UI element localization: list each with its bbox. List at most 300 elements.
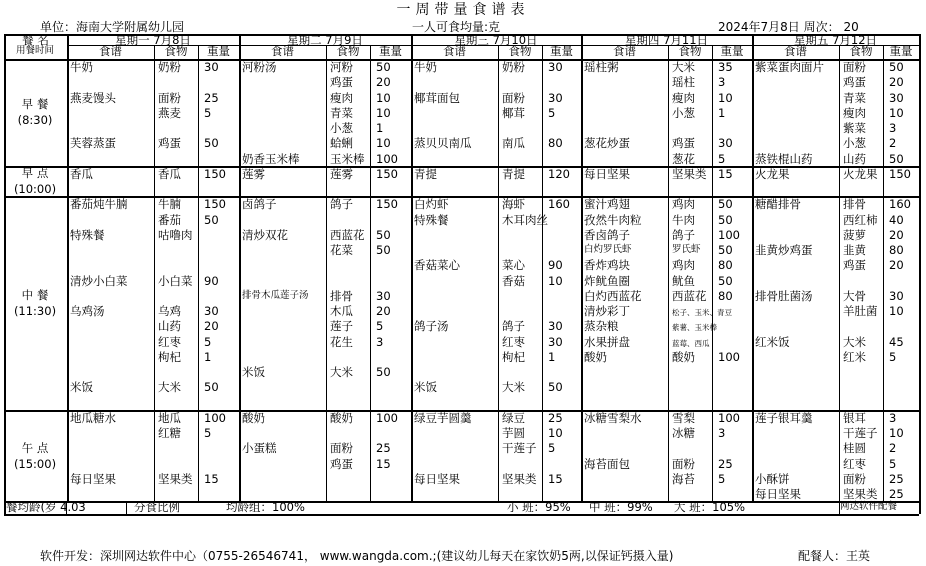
food-name: 香菇 <box>502 273 525 288</box>
food-name: 香瓜 <box>158 166 181 181</box>
dish-name: 蜜汁鸡翅 <box>584 197 630 212</box>
food-weight: 5 <box>889 456 897 471</box>
dish-name: 清炒双花 <box>242 227 288 242</box>
summary-rule <box>126 501 127 514</box>
dish-name: 酸奶 <box>584 349 607 364</box>
summary-small-class: 小 班：95% <box>507 500 571 515</box>
food-weight: 10 <box>889 304 904 318</box>
week-info: 2024年7月8日 周次： 20 <box>718 20 859 34</box>
day-title: 星期一 7月8日 <box>115 33 191 47</box>
column-header: 食物 <box>849 44 873 58</box>
meal-name: 午 点 <box>21 440 49 455</box>
food-name: 大米 <box>330 365 353 379</box>
dish-name: 蒸铁棍山药 <box>755 151 813 166</box>
summary-bottom-border <box>4 514 919 516</box>
food-weight: 25 <box>889 471 904 486</box>
food-name: 红米 <box>843 349 866 364</box>
food-weight: 30 <box>204 60 219 74</box>
dish-name: 白灼罗氏虾 <box>584 244 632 255</box>
food-weight: 20 <box>889 75 904 90</box>
food-weight: 10 <box>376 136 391 151</box>
food-name: 面粉 <box>158 90 181 105</box>
column-header: 食物 <box>508 44 532 58</box>
dish-name: 香瓜 <box>70 166 93 181</box>
food-name: 雪梨 <box>672 410 695 425</box>
dish-name: 冰糖雪梨水 <box>584 410 642 425</box>
food-weight: 100 <box>204 410 226 425</box>
dish-name: 蒸杂粮 <box>584 319 619 334</box>
dish-name: 地瓜糖水 <box>70 410 116 425</box>
food-weight: 15 <box>718 166 733 181</box>
food-name: 羊肚菌 <box>843 304 878 318</box>
food-weight: 5 <box>889 349 897 364</box>
food-name: 燕麦 <box>158 105 181 120</box>
food-name: 鸡蛋 <box>672 136 695 151</box>
meal-time: (10:00) <box>13 182 57 196</box>
food-name: 小白菜 <box>158 273 193 288</box>
food-weight: 50 <box>889 60 904 74</box>
food-weight: 30 <box>548 334 563 349</box>
dish-name: 清炒彩丁 <box>584 304 630 318</box>
food-name: 桂圆 <box>843 441 866 456</box>
food-name: 紫薯、玉米棒 <box>672 323 717 333</box>
food-weight: 150 <box>204 166 226 181</box>
day-title: 星期四 7月11日 <box>624 33 709 47</box>
food-weight: 50 <box>548 380 563 395</box>
column-header: 食物 <box>336 44 360 58</box>
food-weight: 50 <box>204 380 219 395</box>
food-weight: 1 <box>718 105 726 120</box>
dish-name: 小酥饼 <box>755 471 790 486</box>
food-weight: 15 <box>376 456 391 471</box>
dish-name: 每日坚果 <box>414 471 460 486</box>
dish-name: 水果拼盘 <box>584 334 630 349</box>
food-weight: 15 <box>204 471 219 486</box>
unit-label: 单位：海南大学附属幼儿园 <box>40 20 185 34</box>
food-weight: 50 <box>718 273 733 288</box>
food-name: 银耳 <box>843 410 866 425</box>
menu-table <box>4 34 919 537</box>
dish-name: 绿豆芋圆羹 <box>414 410 472 425</box>
food-weight: 25 <box>718 456 733 471</box>
food-weight: 100 <box>376 410 398 425</box>
food-column-rule <box>839 45 840 501</box>
summary-middle-class: 中 班：99% <box>589 500 653 515</box>
food-name: 大米 <box>843 334 866 349</box>
food-weight: 45 <box>889 334 904 349</box>
food-name: 花菜 <box>330 243 353 257</box>
food-weight: 100 <box>718 410 740 425</box>
dish-name: 番茄炖牛腩 <box>70 197 128 212</box>
food-name: 鸽子 <box>672 227 695 242</box>
dish-name: 牛奶 <box>70 60 93 74</box>
food-weight: 150 <box>889 166 911 181</box>
dish-name: 炸鱿鱼圈 <box>584 273 630 288</box>
column-header: 食谱 <box>613 44 636 58</box>
dish-name: 酸奶 <box>242 410 265 425</box>
food-name: 咕噜肉 <box>158 227 193 242</box>
food-name: 鸡蛋 <box>330 456 353 471</box>
dish-name: 燕麦馒头 <box>70 90 116 105</box>
food-name: 松子、玉米、青豆 <box>672 308 732 317</box>
dish-name: 瑶柱粥 <box>584 60 619 74</box>
food-name: 海苔 <box>672 471 695 486</box>
food-weight: 100 <box>718 349 740 364</box>
food-weight: 50 <box>889 151 904 166</box>
column-header: 重量 <box>889 44 913 58</box>
food-name: 干莲子 <box>502 441 537 456</box>
food-name: 牛腩 <box>158 197 181 212</box>
food-weight: 5 <box>718 151 726 166</box>
food-name: 菜心 <box>502 258 525 273</box>
day-separator <box>67 34 69 501</box>
dish-name: 每日坚果 <box>755 487 801 501</box>
food-weight: 50 <box>718 212 733 227</box>
meal-name: 早 点 <box>21 166 49 180</box>
food-name: 西蓝花 <box>330 227 365 242</box>
dish-name: 葱花炒蛋 <box>584 136 630 151</box>
dish-name: 米饭 <box>70 380 93 395</box>
column-header: 食谱 <box>443 44 466 58</box>
food-weight: 20 <box>376 75 391 90</box>
food-name: 酸奶 <box>330 410 353 425</box>
food-name: 山药 <box>843 151 866 166</box>
dish-name: 小蛋糕 <box>242 441 277 456</box>
food-name: 大骨 <box>843 288 866 303</box>
food-name: 木瓜 <box>330 304 353 318</box>
food-weight: 10 <box>376 105 391 120</box>
dish-name: 每日坚果 <box>584 166 630 181</box>
food-weight: 20 <box>376 304 391 318</box>
food-weight: 100 <box>718 227 740 242</box>
food-weight: 5 <box>204 105 212 120</box>
food-name: 排骨 <box>330 288 353 303</box>
summary-rule <box>66 501 67 514</box>
dish-name: 蒸贝贝南瓜 <box>414 136 472 151</box>
food-name: 大米 <box>502 380 525 395</box>
food-name: 葱花 <box>672 151 695 166</box>
dish-name: 莲子银耳羹 <box>755 410 813 425</box>
food-name: 枸杞 <box>502 349 525 364</box>
day-separator <box>239 34 241 501</box>
food-name: 牛肉 <box>672 212 695 227</box>
food-weight: 3 <box>889 121 897 135</box>
dish-name: 白灼虾 <box>414 197 449 212</box>
food-name: 鸡肉 <box>672 258 695 273</box>
food-weight: 80 <box>889 243 904 257</box>
day-title: 星期五 7月12日 <box>793 33 878 47</box>
dish-name: 紫菜蛋肉面片 <box>755 60 824 74</box>
food-name: 红糖 <box>158 426 181 440</box>
food-name: 鸡蛋 <box>158 136 181 151</box>
cook-label: 配餐人：王英 <box>798 549 871 563</box>
food-name: 椰茸 <box>502 105 525 120</box>
food-weight: 10 <box>718 90 733 105</box>
dish-name: 莲雾 <box>242 166 265 181</box>
column-header: 食谱 <box>99 44 122 58</box>
food-weight: 5 <box>548 441 556 456</box>
food-weight: 20 <box>204 319 219 334</box>
food-name: 蓝莓、西瓜 <box>672 338 710 348</box>
dish-name: 火龙果 <box>755 166 790 181</box>
food-weight: 50 <box>718 243 733 257</box>
food-name: 绿豆 <box>502 410 525 425</box>
food-name: 鱿鱼 <box>672 273 695 288</box>
meal-name: 中 餐 <box>21 288 49 302</box>
food-weight: 2 <box>889 136 897 151</box>
food-name: 瘦肉 <box>330 90 353 105</box>
dish-name: 米饭 <box>242 365 265 379</box>
dish-name: 河粉汤 <box>242 60 277 74</box>
food-weight: 10 <box>376 90 391 105</box>
food-weight: 160 <box>889 197 911 212</box>
table-right-border <box>919 34 921 514</box>
food-weight: 30 <box>889 90 904 105</box>
food-weight: 1 <box>376 121 384 135</box>
weight-column-rule <box>883 45 884 501</box>
food-weight: 90 <box>548 258 563 273</box>
food-weight: 50 <box>376 365 391 379</box>
food-name: 菠萝 <box>843 227 866 242</box>
food-weight: 25 <box>548 410 563 425</box>
food-name: 奶粉 <box>158 60 181 74</box>
column-header: 食谱 <box>271 44 294 58</box>
food-name: 大米 <box>158 380 181 395</box>
food-name: 冰糖 <box>672 426 695 440</box>
dish-name: 鸽子汤 <box>414 319 449 334</box>
weight-column-rule <box>198 45 199 501</box>
dish-name: 韭黄炒鸡蛋 <box>755 243 813 257</box>
food-name: 山药 <box>158 319 181 334</box>
dish-name: 乌鸡汤 <box>70 304 105 318</box>
food-weight: 50 <box>376 60 391 74</box>
corner-sublabel: 用餐时间 <box>15 45 54 56</box>
dish-name: 海苔面包 <box>584 456 630 471</box>
food-weight: 3 <box>718 426 726 440</box>
food-weight: 5 <box>204 426 212 440</box>
summary-ratio: 分食比例 <box>134 500 180 515</box>
weight-column-rule <box>542 45 543 501</box>
food-weight: 30 <box>204 304 219 318</box>
weight-column-rule <box>370 45 371 501</box>
food-name: 枸杞 <box>158 349 181 364</box>
food-name: 地瓜 <box>158 410 181 425</box>
dish-name: 每日坚果 <box>70 471 116 486</box>
food-name: 乌鸡 <box>158 304 181 318</box>
dish-name: 米饭 <box>414 380 437 395</box>
weight-note: 一人可食均量:克 <box>412 20 501 34</box>
dish-name: 香菇菜心 <box>414 258 460 273</box>
dish-name: 特殊餐 <box>70 227 105 242</box>
column-header: 重量 <box>379 44 402 58</box>
food-weight: 100 <box>376 151 398 166</box>
food-name: 青菜 <box>843 90 866 105</box>
food-name: 西红柿 <box>843 212 878 227</box>
food-name: 面粉 <box>502 90 525 105</box>
food-weight: 30 <box>889 288 904 303</box>
meal-time: (15:00) <box>13 456 57 471</box>
food-name: 面粉 <box>843 471 866 486</box>
food-weight: 50 <box>376 243 391 257</box>
food-weight: 80 <box>548 136 563 151</box>
summary-rule <box>839 501 840 514</box>
meal-time: (8:30) <box>17 113 53 128</box>
food-name: 红枣 <box>158 334 181 349</box>
meal-name: 早 餐 <box>21 97 49 112</box>
food-name: 瘦肉 <box>843 105 866 120</box>
dish-name: 糖醋排骨 <box>755 197 801 212</box>
corner-label: 餐 名 <box>22 33 49 47</box>
food-column-rule <box>326 45 327 501</box>
food-name: 坚果类 <box>843 487 878 501</box>
food-weight: 150 <box>376 197 398 212</box>
food-name: 面粉 <box>843 60 866 74</box>
food-name: 鸡肉 <box>672 197 695 212</box>
food-name: 红枣 <box>843 456 866 471</box>
food-weight: 50 <box>718 197 733 212</box>
dish-name: 清炒小白菜 <box>70 273 128 288</box>
dish-name: 孜然牛肉粒 <box>584 212 642 227</box>
dish-name: 排骨木瓜莲子汤 <box>242 289 309 301</box>
food-name: 排骨 <box>843 197 866 212</box>
food-weight: 80 <box>718 288 733 303</box>
food-weight: 30 <box>548 319 563 334</box>
food-name: 蛤蜊 <box>330 136 353 151</box>
dish-name: 青提 <box>414 166 437 181</box>
column-header: 重量 <box>207 44 230 58</box>
food-weight: 20 <box>889 258 904 273</box>
food-name: 青菜 <box>330 105 353 120</box>
food-weight: 150 <box>204 197 226 212</box>
summary-big-class: 大 班：105% <box>674 500 746 515</box>
food-weight: 50 <box>204 212 219 227</box>
food-weight: 25 <box>889 487 904 501</box>
food-weight: 1 <box>204 349 212 364</box>
food-name: 韭黄 <box>843 243 866 257</box>
food-name: 莲雾 <box>330 166 353 181</box>
food-weight: 3 <box>889 410 897 425</box>
food-weight: 30 <box>376 288 391 303</box>
food-name: 火龙果 <box>843 166 878 181</box>
food-name: 鸽子 <box>330 197 353 212</box>
food-name: 南瓜 <box>502 136 525 151</box>
food-name: 海虾 <box>502 197 525 212</box>
day-separator <box>752 34 754 501</box>
food-name: 玉米棒 <box>330 151 365 166</box>
food-weight: 5 <box>204 334 212 349</box>
food-column-rule <box>668 45 669 501</box>
day-title: 星期二 7月9日 <box>287 33 363 47</box>
dish-name: 牛奶 <box>414 60 437 74</box>
food-name: 奶粉 <box>502 60 525 74</box>
food-name: 大米 <box>672 60 695 74</box>
food-name: 瑶柱 <box>672 75 695 90</box>
food-weight: 50 <box>204 136 219 151</box>
food-name: 莲子 <box>330 319 353 334</box>
column-header: 食物 <box>164 44 188 58</box>
day-title: 星期三 7月10日 <box>454 33 538 47</box>
food-weight: 30 <box>548 90 563 105</box>
food-name: 红枣 <box>502 334 525 349</box>
food-name: 鸡蛋 <box>330 75 353 90</box>
column-header: 食谱 <box>784 44 807 58</box>
food-weight: 5 <box>548 105 556 120</box>
meal-time: (11:30) <box>13 304 57 318</box>
weight-column-rule <box>712 45 713 501</box>
software-brand: 网达软件配餐 <box>840 501 898 513</box>
food-name: 干莲子 <box>843 426 878 440</box>
dish-name: 卤鸽子 <box>242 197 277 212</box>
food-weight: 25 <box>376 441 391 456</box>
food-name: 芋圆 <box>502 426 525 440</box>
food-name: 河粉 <box>330 60 353 74</box>
summary-age: 餐均龄(岁 4.03 <box>6 500 86 515</box>
food-weight: 5 <box>376 319 384 334</box>
food-name: 坚果类 <box>158 471 193 486</box>
food-weight: 120 <box>548 166 570 181</box>
food-column-rule <box>154 45 155 501</box>
food-weight: 3 <box>376 334 384 349</box>
day-separator <box>581 34 583 501</box>
food-name: 紫菜 <box>843 121 866 135</box>
dish-name: 椰茸面包 <box>414 90 460 105</box>
food-name: 鸡蛋 <box>843 75 866 90</box>
dish-name: 芙蓉蒸蛋 <box>70 136 116 151</box>
dish-name: 香卤鸽子 <box>584 227 630 242</box>
food-weight: 30 <box>718 136 733 151</box>
food-name: 小葱 <box>843 136 866 151</box>
day-separator <box>411 34 413 501</box>
food-weight: 3 <box>718 75 726 90</box>
food-name: 西蓝花 <box>672 288 707 303</box>
food-name: 面粉 <box>330 441 353 456</box>
food-name: 番茄 <box>158 212 181 227</box>
food-weight: 10 <box>889 426 904 440</box>
food-name: 鸡蛋 <box>843 258 866 273</box>
column-header: 食物 <box>678 44 702 58</box>
food-name: 酸奶 <box>672 349 695 364</box>
food-weight: 160 <box>548 197 570 212</box>
food-name: 坚果类 <box>672 166 707 181</box>
food-name: 小葱 <box>672 105 695 120</box>
food-name: 罗氏虾 <box>672 244 701 255</box>
food-weight: 10 <box>548 426 563 440</box>
food-name: 坚果类 <box>502 471 537 486</box>
dish-name: 奶香玉米棒 <box>242 151 300 166</box>
food-weight: 2 <box>889 441 897 456</box>
food-weight: 10 <box>548 273 563 288</box>
food-weight: 40 <box>889 212 904 227</box>
software-credit: 软件开发：深圳网达软件中心（0755-26546741， www.wangda.com.;(建议幼儿每天在家饮奶5两,以保证钙摄入量) <box>40 549 674 563</box>
food-weight: 1 <box>548 349 556 364</box>
food-name: 花生 <box>330 334 353 349</box>
food-name: 面粉 <box>672 456 695 471</box>
food-weight: 5 <box>718 471 726 486</box>
page-title: 一周带量食谱表 <box>396 2 530 18</box>
dish-name: 白灼西蓝花 <box>584 288 642 303</box>
column-header: 重量 <box>720 44 744 58</box>
food-weight: 80 <box>718 258 733 273</box>
food-name: 小葱 <box>330 121 353 135</box>
food-name: 瘦肉 <box>672 90 695 105</box>
food-name: 青提 <box>502 166 525 181</box>
column-header: 重量 <box>550 44 573 58</box>
summary-group: 均龄组：100% <box>226 500 305 515</box>
food-name: 鸽子 <box>502 319 525 334</box>
food-weight: 10 <box>889 105 904 120</box>
food-weight: 20 <box>889 227 904 242</box>
dish-name: 特殊餐 <box>414 212 449 227</box>
